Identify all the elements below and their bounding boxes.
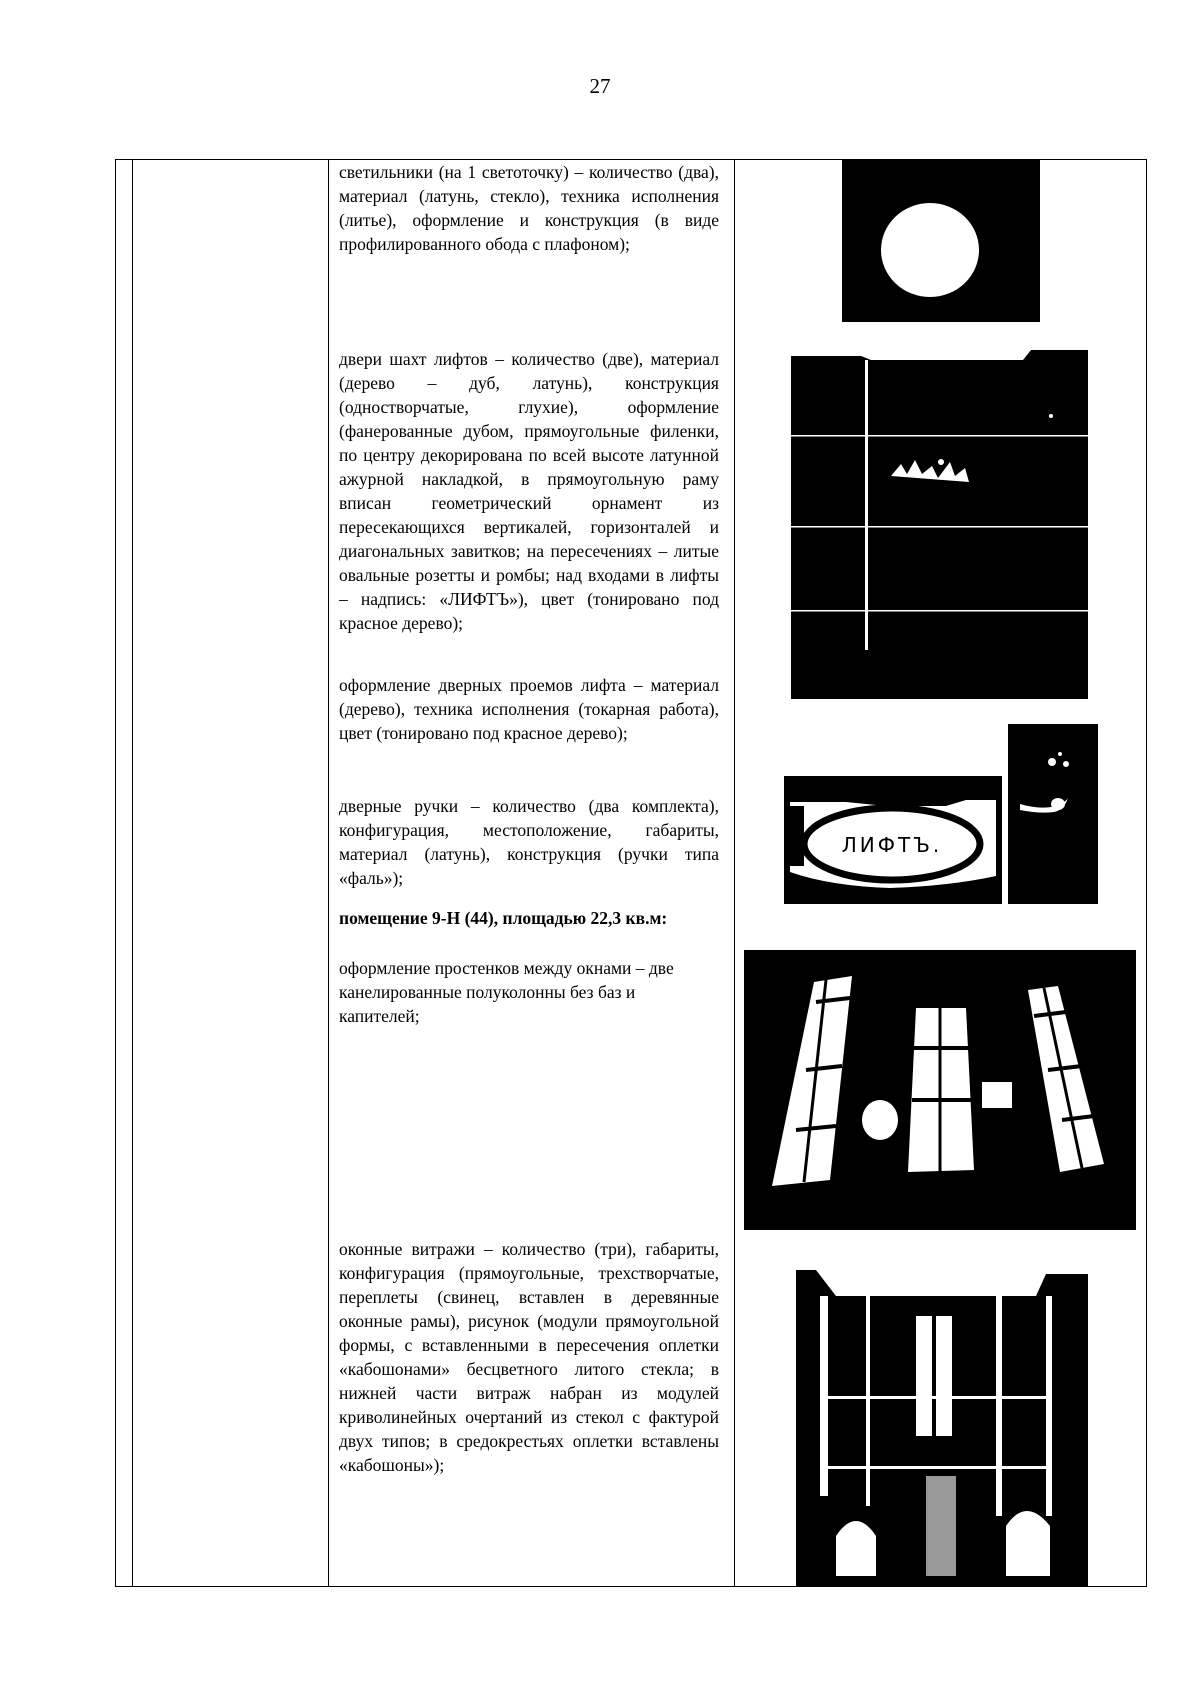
window-pilasters-photo-image [744,950,1136,1230]
room-heading: помещение 9-Н (44), площадью 22,3 кв.м: [339,908,668,928]
page-number: 27 [589,74,611,98]
lift-doors-photo [791,346,1088,699]
lamp-photo [842,160,1040,322]
column-divider [328,160,329,1586]
stained-glass-photo [796,1256,1088,1586]
lift-sign-photo [784,776,1002,904]
lamp-photo-image [842,160,1040,322]
stained-glass-photo-image [796,1256,1088,1586]
door-handles-description: дверные ручки – количество (два комплекта), конфигурация, местоположение, габариты, материал (латунь), конструкция (ручки типа «фаль»); [339,796,719,888]
lift-doors-description: двери шахт лифтов – количество (две), материал (дерево – дуб, латунь), конструкция (одностворчатые, глухие), оформление (фанерованные дубом, прямоугольные филенки, по центру декорирована по всей высоте латунной ажурной накладкой, в прямоугольную раму вписан геометрический орнамент из пересекающихся вертикалей, горизонталей и диагональных завитков; на пересечениях – литые овальные розетты и ромбы; над входами в лифты – надпись: «ЛИФТЪ»), цвет (тонировано под красное дерево); [339,349,719,633]
lift-doors-photo-image [791,346,1088,699]
window-pilasters-photo [744,950,1136,1230]
lift-sign-photo-image [784,776,1002,904]
door-openings-description: оформление дверных проемов лифта – материал (дерево), техника исполнения (токарная работа), цвет (тонировано под красное дерево); [339,675,719,743]
lamps-description: светильники (на 1 светоточку) – количество (два), материал (латунь, стекло), техника исполнения (литье), оформление и конструкция (в виде профилированного обода с плафоном); [339,162,719,254]
column-divider [734,160,735,1586]
stained-glass-description: оконные витражи – количество (три), габариты, конфигурация (прямоугольные, трехстворчатые, переплеты (свинец, вставлен в деревянные оконные рамы), рисунок (модули прямоугольной формы, с вставленными в пересечения оплетки «кабошонами» бесцветного литого стекла; в нижней части витраж набран из модулей криволинейных очертаний из стекол с фактурой двух типов; в средокрестьях оплетки вставлены «кабошоны»); [339,1239,719,1475]
pilasters-description: оформление простенков между окнами – две канелированные полуколонны без баз и капителей; [339,958,674,1026]
lift-sign-text: ЛИФТЪ. [841,833,943,857]
door-handle-photo-image [1008,724,1098,904]
column-divider [132,160,133,1586]
door-handle-photo [1008,724,1098,904]
